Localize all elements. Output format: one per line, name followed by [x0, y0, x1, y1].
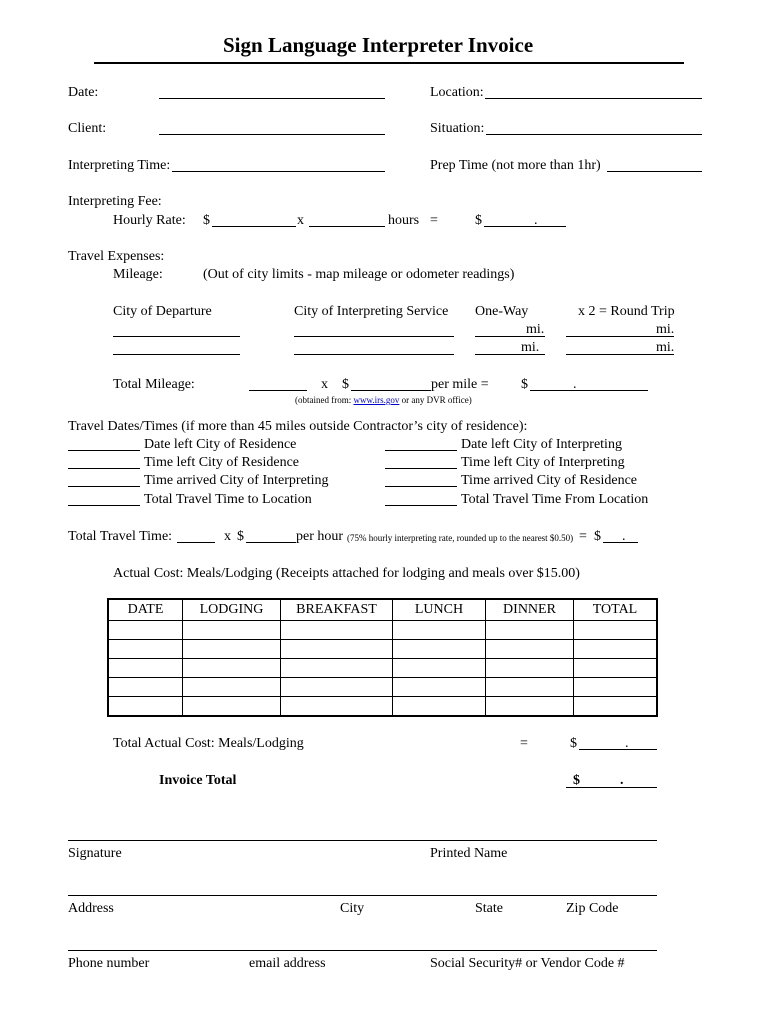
- hours-label: hours: [388, 213, 420, 228]
- table-cell[interactable]: [574, 697, 658, 717]
- address-line[interactable]: [68, 895, 657, 896]
- page-title: Sign Language Interpreter Invoice: [223, 33, 534, 57]
- invoice-total-label: Invoice Total: [159, 773, 237, 788]
- city-label: City: [340, 901, 365, 916]
- irs-link[interactable]: www.irs.gov: [353, 395, 400, 405]
- col-lunch: LUNCH: [393, 599, 486, 621]
- printed-name-label: Printed Name: [430, 846, 508, 861]
- fee-total-dot: .: [534, 213, 538, 228]
- col-dinner: DINNER: [486, 599, 574, 621]
- travel-times: x: [224, 529, 231, 544]
- mileage-times: x: [321, 377, 328, 392]
- prep-time-label: Prep Time (not more than 1hr): [430, 158, 601, 173]
- ssn-label: Social Security# or Vendor Code #: [430, 956, 625, 971]
- travel-total-dot: .: [622, 529, 626, 544]
- table-cell[interactable]: [108, 621, 183, 640]
- mi-label: mi.: [656, 322, 675, 337]
- location-label: Location:: [430, 85, 484, 100]
- col-date: DATE: [108, 599, 183, 621]
- fee-equals: =: [430, 213, 438, 228]
- total-mileage-label: Total Mileage:: [113, 377, 195, 392]
- table-cell[interactable]: [574, 621, 658, 640]
- travel-rate-field[interactable]: [246, 542, 296, 543]
- col-city-service: City of Interpreting Service: [294, 304, 449, 319]
- table-cell[interactable]: [183, 659, 281, 678]
- table-cell[interactable]: [183, 678, 281, 697]
- table-header-row: [108, 599, 657, 621]
- mileage-total-dot: .: [573, 377, 577, 392]
- mi-label: mi.: [526, 322, 545, 337]
- table-row: [108, 678, 657, 697]
- table-cell[interactable]: [393, 678, 486, 697]
- meals-lodging-table: [107, 598, 658, 717]
- location-field[interactable]: [485, 98, 702, 99]
- travel-equals: =: [579, 529, 587, 544]
- title-rule: [94, 62, 684, 64]
- table-cell[interactable]: [108, 659, 183, 678]
- fee-times: x: [297, 213, 304, 228]
- prep-time-field[interactable]: [607, 171, 702, 172]
- hours-field[interactable]: [309, 226, 385, 227]
- table-cell[interactable]: [574, 659, 658, 678]
- signature-label: Signature: [68, 846, 122, 861]
- time-arrived-interpreting-label: Time arrived City of Interpreting: [144, 473, 329, 488]
- table-row: [108, 697, 657, 717]
- table-cell[interactable]: [108, 697, 183, 717]
- table-cell[interactable]: [108, 678, 183, 697]
- table-cell[interactable]: [486, 640, 574, 659]
- mi-label: mi.: [656, 340, 675, 355]
- total-travel-to-field[interactable]: [68, 505, 140, 506]
- time-arrived-residence-field[interactable]: [385, 486, 457, 487]
- date-field[interactable]: [159, 98, 385, 99]
- table-cell[interactable]: [183, 697, 281, 717]
- table-cell[interactable]: [486, 621, 574, 640]
- actual-cost-total-field[interactable]: [579, 749, 657, 750]
- col-breakfast: BREAKFAST: [281, 599, 393, 621]
- phone-line[interactable]: [68, 950, 657, 951]
- interpreting-fee-label: Interpreting Fee:: [68, 194, 162, 209]
- col-total: TOTAL: [574, 599, 658, 621]
- travel-dates-header: Travel Dates/Times (if more than 45 miles outside Contractor’s city of residence):: [68, 419, 528, 434]
- departure-field-2[interactable]: [113, 354, 240, 355]
- actual-cost-equals: =: [520, 736, 528, 751]
- mileage-rate-field[interactable]: [351, 390, 431, 391]
- table-row: [108, 640, 657, 659]
- table-cell[interactable]: [486, 678, 574, 697]
- travel-total-field[interactable]: [603, 542, 638, 543]
- situation-field[interactable]: [486, 134, 702, 135]
- date-left-residence-field[interactable]: [68, 450, 140, 451]
- table-row: [108, 659, 657, 678]
- fee-total-dollar: $: [475, 213, 482, 228]
- total-mileage-field[interactable]: [249, 390, 307, 391]
- total-travel-from-field[interactable]: [385, 505, 457, 506]
- total-travel-hours-field[interactable]: [177, 542, 215, 543]
- table-cell[interactable]: [281, 640, 393, 659]
- travel-total-dollar: $: [594, 529, 601, 544]
- actual-cost-label: Actual Cost: Meals/Lodging (Receipts attached for lodging and meals over $15.00): [113, 566, 580, 581]
- table-cell[interactable]: [183, 621, 281, 640]
- col-lodging: LODGING: [183, 599, 281, 621]
- table-cell[interactable]: [393, 621, 486, 640]
- invoice-total-dot: .: [620, 773, 624, 788]
- mileage-total-field[interactable]: [530, 390, 648, 391]
- mi-label: mi.: [521, 340, 540, 355]
- hourly-rate-dollar: $: [203, 213, 210, 228]
- table-cell[interactable]: [574, 640, 658, 659]
- fee-total-field[interactable]: [484, 226, 566, 227]
- col-one-way: One-Way: [475, 304, 529, 319]
- client-field[interactable]: [159, 134, 385, 135]
- total-travel-time-label: Total Travel Time:: [68, 529, 173, 544]
- time-left-interpreting-label: Time left City of Interpreting: [461, 455, 625, 470]
- phone-label: Phone number: [68, 956, 150, 971]
- table-cell[interactable]: [486, 697, 574, 717]
- total-actual-cost-label: Total Actual Cost: Meals/Lodging: [113, 736, 304, 751]
- travel-expenses-label: Travel Expenses:: [68, 249, 165, 264]
- signature-line[interactable]: [68, 840, 657, 841]
- mileage-rate-dollar: $: [342, 377, 349, 392]
- mileage-total-dollar: $: [521, 377, 528, 392]
- time-left-residence-field[interactable]: [68, 468, 140, 469]
- table-cell[interactable]: [393, 697, 486, 717]
- email-label: email address: [249, 956, 326, 971]
- zip-label: Zip Code: [566, 901, 619, 916]
- situation-label: Situation:: [430, 121, 485, 136]
- date-left-residence-label: Date left City of Residence: [144, 437, 297, 452]
- irs-note: [295, 395, 472, 405]
- state-label: State: [475, 901, 503, 916]
- col-round-trip: x 2 = Round Trip: [578, 304, 675, 319]
- service-field-2[interactable]: [294, 354, 454, 355]
- mileage-label: Mileage:: [113, 267, 163, 282]
- irs-note-prefix: (obtained from:: [295, 395, 352, 405]
- travel-rate-note: (75% hourly interpreting rate, rounded up to the nearest $0.50): [347, 533, 574, 543]
- service-field-1[interactable]: [294, 336, 454, 337]
- table-cell[interactable]: [281, 697, 393, 717]
- time-left-residence-label: Time left City of Residence: [144, 455, 300, 470]
- table-cell[interactable]: [393, 659, 486, 678]
- per-mile-label: per mile =: [431, 377, 489, 392]
- travel-rate-dollar: $: [237, 529, 244, 544]
- col-city-departure: City of Departure: [113, 304, 212, 319]
- total-travel-to-label: Total Travel Time to Location: [144, 492, 312, 507]
- time-arrived-interpreting-field[interactable]: [68, 486, 140, 487]
- interpreting-time-field[interactable]: [172, 171, 385, 172]
- date-label: Date:: [68, 85, 99, 100]
- per-hour-label: per hour: [296, 529, 344, 544]
- mileage-note: (Out of city limits - map mileage or odometer readings): [203, 267, 515, 282]
- table-cell[interactable]: [281, 621, 393, 640]
- table-cell[interactable]: [281, 678, 393, 697]
- actual-cost-dollar: $: [570, 736, 577, 751]
- actual-cost-dot: .: [625, 736, 629, 751]
- table-row: [108, 621, 657, 640]
- hourly-rate-field[interactable]: [212, 226, 296, 227]
- table-cell[interactable]: [108, 640, 183, 659]
- date-left-interpreting-label: Date left City of Interpreting: [461, 437, 622, 452]
- interpreting-time-label: Interpreting Time:: [68, 158, 171, 173]
- hourly-rate-label: Hourly Rate:: [113, 213, 186, 228]
- total-travel-from-label: Total Travel Time From Location: [461, 492, 649, 507]
- invoice-total-dollar: $: [573, 773, 580, 788]
- table-cell[interactable]: [281, 659, 393, 678]
- departure-field-1[interactable]: [113, 336, 240, 337]
- invoice-total-field[interactable]: [566, 787, 657, 788]
- time-arrived-residence-label: Time arrived City of Residence: [461, 473, 638, 488]
- address-label: Address: [68, 901, 114, 916]
- table-cell[interactable]: [486, 659, 574, 678]
- client-label: Client:: [68, 121, 107, 136]
- table-cell[interactable]: [574, 678, 658, 697]
- irs-note-suffix: or any DVR office): [401, 395, 472, 405]
- table-cell[interactable]: [393, 640, 486, 659]
- date-left-interpreting-field[interactable]: [385, 450, 457, 451]
- time-left-interpreting-field[interactable]: [385, 468, 457, 469]
- table-cell[interactable]: [183, 640, 281, 659]
